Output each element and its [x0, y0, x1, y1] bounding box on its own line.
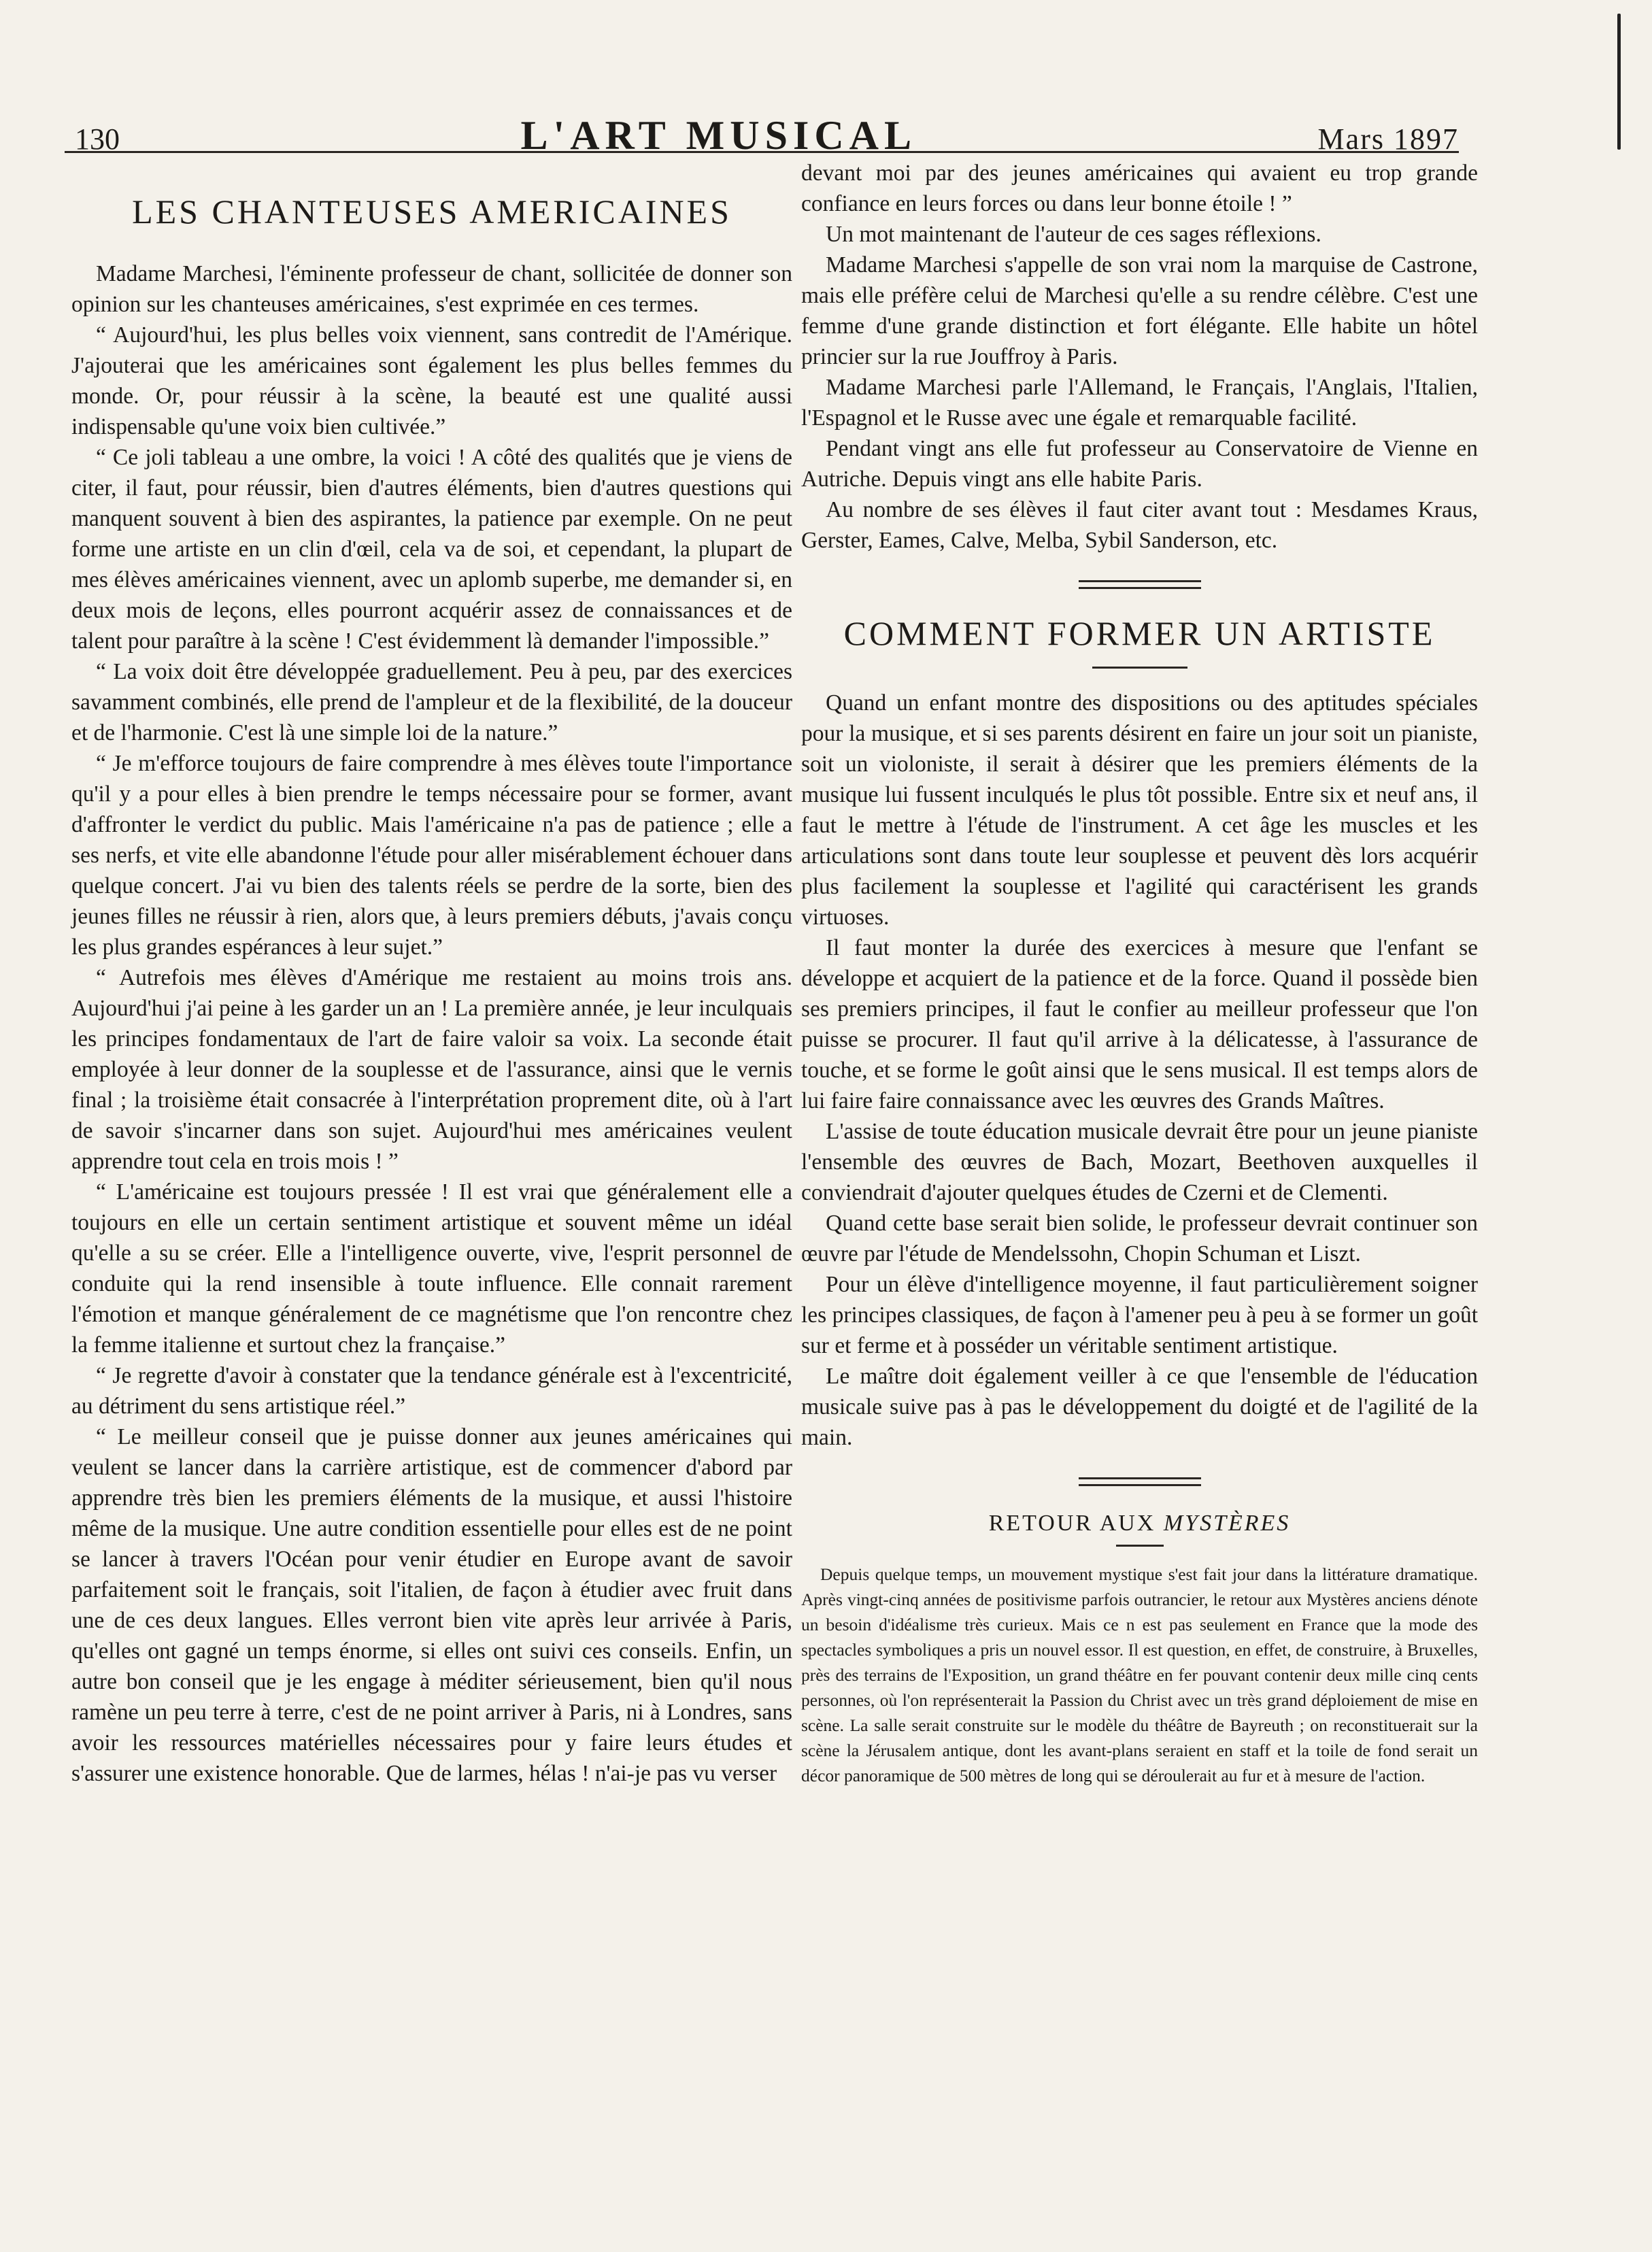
article-paragraph: devant moi par des jeunes américaines qui avaient eu trop grande confiance en leurs forces ou dans leur bonne étoile ! ” [801, 161, 1478, 216]
journal-title: L'ART MUSICAL [520, 113, 917, 158]
article-paragraph: “ L'américaine est toujours pressée ! Il est vrai que généralement elle a toujours en elle un certain sentiment artistique et souvent même un idéal qu'elle a su se créer. Elle a l'intelligence ouverte, vive, l'esprit personnel de conduite qui la rend insensible à toute influence. Elle connait rarement l'émotion et manque généralement de ce magnétisme que l'on rencontre chez la femme italienne et surtout chez la française.” [71, 1179, 792, 1358]
article-paragraph: Un mot maintenant de l'auteur de ces sages réflexions. [826, 222, 1321, 247]
article-paragraph: Madame Marchesi parle l'Allemand, le Français, l'Anglais, l'Italien, l'Espagnol et le Russe avec une égale et remarquable facilité. [801, 375, 1478, 431]
article-paragraph: Quand un enfant montre des dispositions ou des aptitudes spéciales pour la musique, et si ses parents désirent en faire un jour soit un pianiste, soit un violoniste, il serait à désirer que les premiers éléments de la musique lui fussent inculqués le plus tôt possible. Entre six et neuf ans, il faut le mettre à l'étude de l'instrument. A cet âge les muscles et les articulations sont dans toute leur souplesse et peuvent dès lors acquérir plus facilement la souplesse et l'agilité qui caractérisent les grands virtuoses. [801, 690, 1478, 930]
title-underline [1092, 667, 1187, 669]
article-title-former-artiste: COMMENT FORMER UN ARTISTE [843, 614, 1436, 652]
article-paragraph: “ Le meilleur conseil que je puisse donner aux jeunes américaines qui veulent se lancer dans la carrière artistique, est de commencer d'abord par apprendre très bien les premiers éléments de la musique, et aussi l'histoire même de la musique. Une autre condition essentielle pour elles est de ne point se lancer à travers l'Océan pour venir étudier en Europe avant de savoir parfaitement soit le français, soit l'italien, de façon à étudier avec fruit dans une de ces deux langues. Elles verront bien vite après leur arrivée à Paris, qu'elles ont gagné un temps énorme, si elles ont suivi ces conseils. Enfin, un autre bon conseil que je les engage à méditer sérieusement, bien qu'il nous ramène un peu terre à terre, c'est de ne point arriver à Paris, ni à Londres, sans avoir les ressources matérielles nécessaires pour y faire leurs études et s'assurer une existence honorable. Que de larmes, hélas ! n'ai-je pas vu verser [71, 1424, 792, 1786]
small-print-block [801, 1562, 1478, 1788]
article-paragraph: Madame Marchesi s'appelle de son vrai nom la marquise de Castrone, mais elle préfère celui de Marchesi qu'elle a su rendre célèbre. C'est une femme d'une grande distinction et fort élégante. Elle habite un hôtel princier sur la rue Jouffroy à Paris. [801, 252, 1478, 369]
title-underline [1116, 1545, 1164, 1547]
article-title-retour-mysteres [801, 1511, 1478, 1536]
article-paragraph: Au nombre de ses élèves il faut citer avant tout : Mesdames Kraus, Gerster, Eames, Calve, Melba, Sybil Sanderson, etc. [801, 497, 1478, 553]
article-paragraph: Pour un élève d'intelligence moyenne, il faut particulièrement soigner les principes classiques, de façon à l'amener peu à peu à se former un goût sur et ferme et à posséder un véritable sentiment artistique. [801, 1272, 1478, 1358]
article-paragraph: Le maître doit également veiller à ce que l'ensemble de l'éducation musicale suive pas à pas le développement du doigté et de l'agilité de la main. [801, 1364, 1478, 1450]
right-column [801, 158, 1478, 1788]
article-paragraph: Quand cette base serait bien solide, le professeur devrait continuer son œuvre par l'étude de Mendelssohn, Chopin Schuman et Liszt. [801, 1211, 1478, 1266]
article-paragraph: “ Je regrette d'avoir à constater que la tendance générale est à l'excentricité, au détriment du sens artistique réel.” [71, 1363, 792, 1419]
article-paragraph: Madame Marchesi, l'éminente professeur de chant, sollicitée de donner son opinion sur les chanteuses américaines, s'est exprimée en ces termes. [71, 261, 792, 317]
article-title-chanteuses: LES CHANTEUSES AMERICAINES [132, 192, 732, 231]
section-divider [1079, 580, 1201, 589]
article-paragraph: Pendant vingt ans elle fut professeur au Conservatoire de Vienne en Autriche. Depuis vingt ans elle habite Paris. [801, 436, 1478, 492]
left-column [71, 158, 792, 1789]
title-prefix: RETOUR AUX [988, 1511, 1156, 1536]
article-paragraph: Il faut monter la durée des exercices à mesure que l'enfant se développe et acquiert de la patience et de la force. Quand il possède bien ses premiers principes, il faut le confier au meilleur professeur que l'on puisse se procurer. Il faut qu'il arrive à la délicatesse, à l'assurance de touche, et se forme le goût ainsi que le sens musical. Il est temps alors de lui faire faire connaissance avec les œuvres des Grands Maîtres. [801, 935, 1478, 1113]
issue-date: Mars 1897 [1317, 122, 1459, 156]
article-paragraph: L'assise de toute éducation musicale devrait être pour un jeune pianiste l'ensemble des œuvres de Bach, Mozart, Beethoven auxquelles il conviendrait d'ajouter quelques études de Czerni et de Clementi. [801, 1119, 1478, 1205]
article-paragraph: “ La voix doit être développée graduellement. Peu à peu, par des exercices savamment combinés, elle prend de l'ampleur et de la flexibilité, de la douceur et de l'harmonie. C'est là une simple loi de la nature.” [71, 659, 792, 745]
article-paragraph: Depuis quelque temps, un mouvement mystique s'est fait jour dans la littérature dramatique. Après vingt-cinq années de positivisme parfois outrancier, le retour aux Mystères anciens dénote un besoin d'idéalisme très curieux. Mais ce n est pas seulement en France que la mode des spectacles symboliques a pris un nouvel essor. Il est question, en effet, de construire, à Bruxelles, près des terrains de l'Exposition, un grand théâtre en fer pouvant contenir deux mille cinq cents personnes, où l'on représenterait la Passion du Christ avec un très grand déploiement de mise en scène. La salle serait construite sur le modèle du théâtre de Bayreuth ; on reconstituerait sur la scène la Jérusalem antique, dont les avant-plans seraient en staff et la toile de fond serait un décor panoramique de 500 mètres de long qui se déroulerait au fur et à mesure de l'action. [801, 1564, 1478, 1785]
title-emphasis: MYSTÈRES [1163, 1511, 1291, 1536]
article-paragraph: “ Autrefois mes élèves d'Amérique me restaient au moins trois ans. Aujourd'hui j'ai peine à les garder un an ! La première année, je leur inculquais les principes fondamentaux de l'art de faire valoir sa voix. La seconde était employée à leur donner de la souplesse et de l'assurance, ainsi que le vernis final ; la troisième était consacrée à l'interprétation proprement dite, où à l'art de savoir s'incarner dans son sujet. Aujourd'hui mes américaines veulent apprendre tout cela en trois mois ! ” [71, 965, 792, 1174]
article-paragraph: “ Ce joli tableau a une ombre, la voici ! A côté des qualités que je viens de citer, il faut, pour réussir, bien d'autres éléments, bien d'autres questions qui manquent souvent à bien des aspirantes, la patience par exemple. On ne peut forme une artiste en un clin d'œil, cela va de soi, et cependant, la plupart de mes élèves américaines viennent, avec un aplomb superbe, me demander si, en deux mois de leçons, elles pourront acquérir assez de connaissances et de talent pour paraître à la scène ! C'est évidemment là demander l'impossible.” [71, 445, 792, 654]
page-edge-mark [1617, 14, 1621, 150]
article-paragraph: “ Aujourd'hui, les plus belles voix viennent, sans contredit de l'Amérique. J'ajouterai que les américaines sont également les plus belles femmes du monde. Or, pour réussir à la scène, la beauté est une qualité aussi indispensable qu'une voix bien cultivée.” [71, 322, 792, 439]
page-number: 130 [75, 122, 120, 156]
article-paragraph: “ Je m'efforce toujours de faire comprendre à mes élèves toute l'importance qu'il y a pour elles à bien prendre le temps nécessaire pour se former, avant d'affronter le verdict du public. Mais l'américaine n'a pas de patience ; elle a ses nerfs, et vite elle abandonne l'étude pour aller misérablement échouer dans quelque concert. J'ai vu bien des talents réels se perdre de la sorte, bien des jeunes filles ne réussir à rien, alors que, à leurs premiers débuts, j'avais conçu les plus grandes espérances à leur sujet.” [71, 751, 792, 960]
header-rule [65, 151, 1459, 153]
section-divider [1079, 1477, 1201, 1486]
